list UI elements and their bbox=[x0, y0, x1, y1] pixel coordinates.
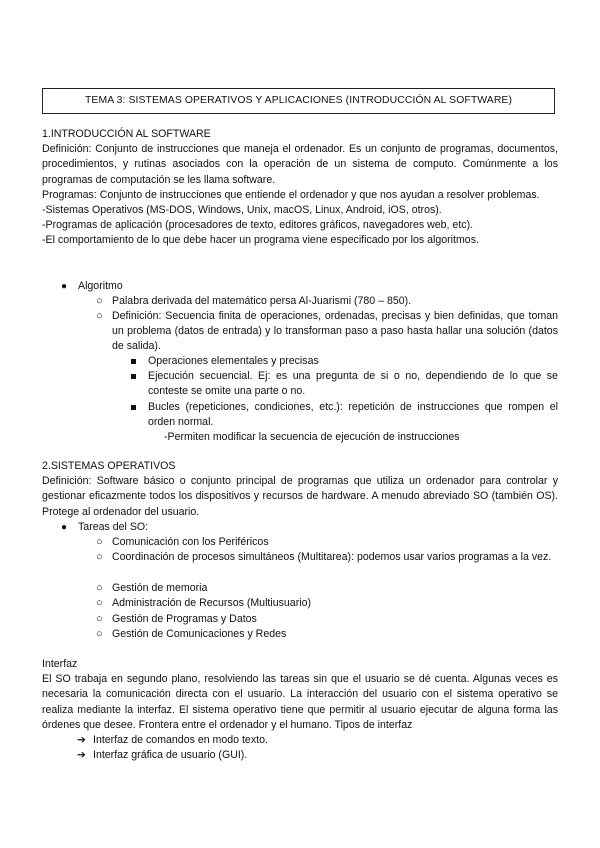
circle-bullet-icon: ○ bbox=[96, 295, 103, 307]
tarea-item bbox=[96, 550, 558, 565]
title-box bbox=[42, 88, 555, 114]
circle-bullet-icon: ○ bbox=[96, 628, 103, 640]
line-sistemas-operativos: -Sistemas Operativos (MS-DOS, Windows, Unix, macOS, Linux, Android, iOS, otros). bbox=[42, 204, 442, 217]
algoritmo-sub-2: Definición: Secuencia finita de operaciones, ordenadas, precisas y bien definidas, que toman un problema (datos de entrada) y lo transforman paso a paso hasta hallar una solución (datos de salida). bbox=[112, 310, 558, 353]
algoritmo-subsub-1: Operaciones elementales y precisas bbox=[148, 355, 319, 367]
interfaz-tipo-text: Interfaz de comandos en modo texto. bbox=[93, 734, 268, 746]
section-1-heading: 1.INTRODUCCIÓN AL SOFTWARE bbox=[42, 128, 211, 140]
list-item-algoritmo bbox=[61, 279, 558, 294]
software-definition: Definición: Conjunto de instrucciones que maneja el ordenador. Es un conjunto de programas, documentos, procedimientos, y rutinas asociados con la operación de un sistema de computo. Comúnmente a los programas de computación se les llama software. bbox=[42, 143, 558, 186]
section-2 bbox=[42, 459, 558, 520]
arrow-icon: ➔ bbox=[77, 734, 86, 746]
bullet-icon: ● bbox=[61, 281, 68, 292]
section-interfaz bbox=[42, 657, 558, 733]
tarea-item bbox=[96, 596, 558, 611]
list-item-definicion-algoritmo bbox=[96, 309, 558, 355]
list-item-bucles bbox=[148, 400, 558, 430]
tarea-item bbox=[96, 612, 558, 627]
algoritmo-note: -Permiten modificar la secuencia de ejecución de instrucciones bbox=[164, 431, 460, 443]
tarea-text: Gestión de Comunicaciones y Redes bbox=[112, 628, 287, 640]
list-item-palabra bbox=[96, 294, 558, 309]
arrow-icon: ➔ bbox=[77, 749, 86, 761]
tarea-item bbox=[96, 627, 558, 642]
line-comportamiento: -El comportamiento de lo que debe hacer un programa viene especificado por los algoritmos. bbox=[42, 234, 479, 247]
tarea-item bbox=[96, 581, 558, 596]
section-1 bbox=[42, 127, 558, 249]
interfaz-heading: Interfaz bbox=[42, 658, 78, 670]
so-definition: Definición: Software básico o conjunto principal de programas que utiliza un ordenador para controlar y gestionar eficazmente todos los dispositivos y recursos de hardware. A menudo abreviado SO (también OS). Protege al ordenador del usuario. bbox=[42, 475, 558, 518]
algoritmo-sub-1: Palabra derivada del matemático persa Al-Juarismi (780 – 850). bbox=[112, 295, 412, 307]
tarea-text: Administración de Recursos (Multiusuario) bbox=[112, 597, 312, 609]
interfaz-tipo-item bbox=[77, 748, 539, 763]
circle-bullet-icon: ○ bbox=[96, 551, 103, 563]
tarea-text: Comunicación con los Periféricos bbox=[112, 536, 269, 548]
circle-bullet-icon: ○ bbox=[96, 597, 103, 609]
tarea-text: Coordinación de procesos simultáneos (Multitarea): podemos usar varios programas a la vez. bbox=[112, 551, 552, 563]
square-bullet-icon bbox=[131, 405, 136, 410]
section-2-heading: 2.SISTEMAS OPERATIVOS bbox=[42, 460, 176, 472]
circle-bullet-icon: ○ bbox=[96, 310, 103, 322]
tarea-item bbox=[96, 535, 558, 550]
tareas-label: Tareas del SO: bbox=[78, 521, 149, 533]
interfaz-tipo-text: Interfaz gráfica de usuario (GUI). bbox=[93, 749, 248, 761]
document-title: TEMA 3: SISTEMAS OPERATIVOS Y APLICACIONES (INTRODUCCIÓN AL SOFTWARE) bbox=[84, 95, 513, 107]
circle-bullet-icon: ○ bbox=[96, 613, 103, 625]
list-item-ejecucion bbox=[148, 369, 558, 399]
square-bullet-icon bbox=[131, 374, 136, 379]
circle-bullet-icon: ○ bbox=[96, 582, 103, 594]
list-item-operaciones bbox=[148, 354, 558, 369]
programas-definition: Programas: Conjunto de instrucciones que entiende el ordenador y que nos ayudan a resolver problemas. bbox=[42, 188, 540, 201]
line-programas-aplicacion: -Programas de aplicación (procesadores de texto, editores gráficos, navegadores web, etc). bbox=[42, 219, 474, 232]
interfaz-tipo-item bbox=[77, 733, 539, 748]
tarea-text: Gestión de Programas y Datos bbox=[112, 613, 257, 625]
tarea-text: Gestión de memoria bbox=[112, 582, 208, 594]
square-bullet-icon bbox=[131, 359, 136, 364]
algoritmo-subsub-2: Ejecución secuencial. Ej: es una pregunta de si o no, dependiendo de lo que se conteste se omite una parte o no. bbox=[148, 370, 558, 398]
algoritmo-label: Algoritmo bbox=[78, 280, 123, 292]
algoritmo-subsub-3: Bucles (repeticiones, condiciones, etc.): repetición de instrucciones que rompen el orden normal. bbox=[148, 401, 558, 429]
circle-bullet-icon: ○ bbox=[96, 536, 103, 548]
interfaz-paragraph: El SO trabaja en segundo plano, resolviendo las tareas sin que el usuario se dé cuenta. Algunas veces es necesaria la comunicación directa con el usuario. La interacción del usuario con el sistema operativo se realiza mediante la interfaz. El sistema operativo tiene que permitir al usuario ejecutar de alguna forma las órdenes que desee. Frontera entre el ordenador y el humano. Tipos de interfaz bbox=[42, 673, 558, 731]
list-item-tareas bbox=[61, 520, 558, 535]
bullet-icon: ● bbox=[61, 522, 68, 533]
